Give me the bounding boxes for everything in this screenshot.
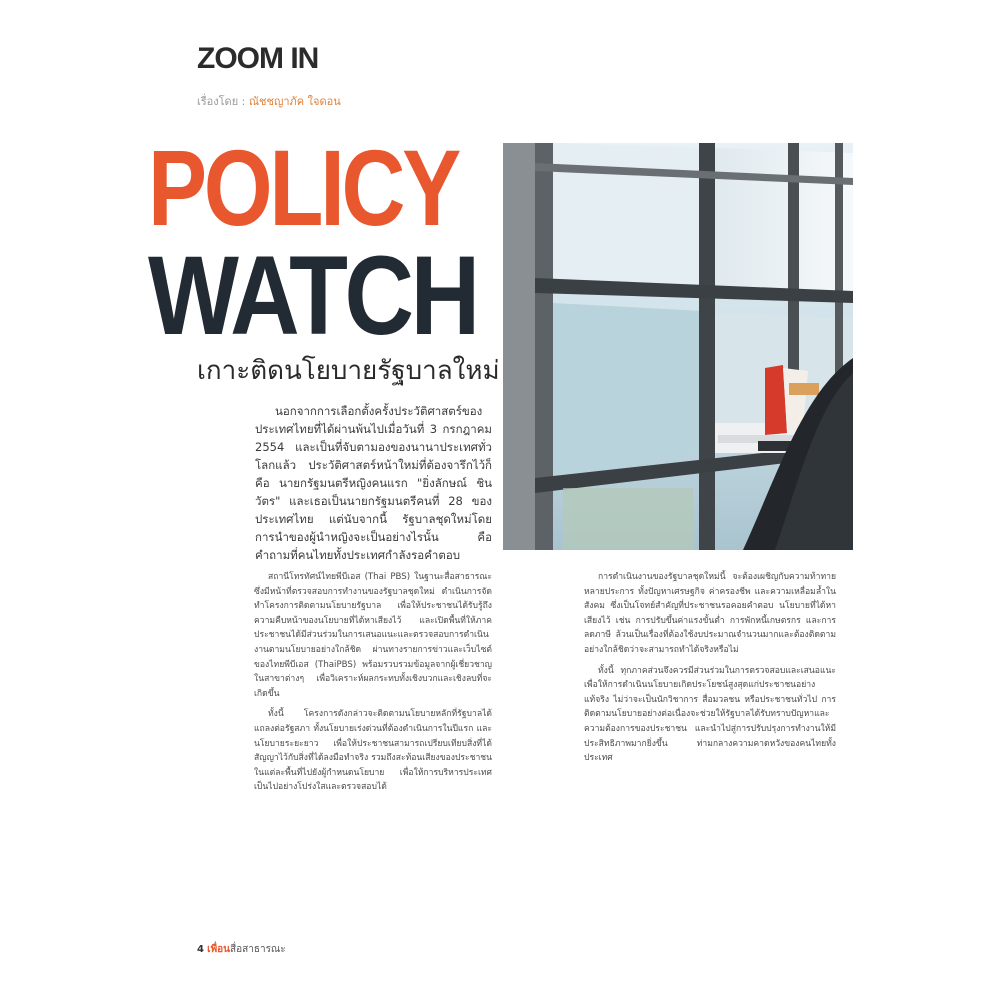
publication-name: เพื่อน [207, 944, 231, 955]
office-window-illustration [503, 143, 853, 550]
title-policy: POLICY [148, 127, 458, 248]
body-right-paragraph: การดำเนินงานของรัฐบาลชุดใหม่นี้ จะต้องเผชิญกับความท้าทายหลายประการ ทั้งปัญหาเศรษฐกิจ ค่าครองชีพ และความเหลื่อมล้ำในสังคม ซึ่งเป็นโจทย์สำคัญที่ประชาชนรอคอยคำตอบ นโยบายที่ได้หาเสียงไว้ เช่น การปรับขึ้นค่าแรงขั้นต่ำ การพักหนี้เกษตรกร และการลดภาษี ล้วนเป็นเรื่องที่ต้องใช้งบประมาณจำนวนมากและต้องติดตามอย่างใกล้ชิดว่าจะสามารถทำได้จริงหรือไม่ [584, 572, 836, 655]
body-column-left [254, 570, 492, 935]
byline-prefix: เรื่องโดย : [197, 95, 249, 108]
body-left-paragraph: สถานีโทรทัศน์ไทยพีบีเอส (Thai PBS) ในฐานะสื่อสาธารณะซึ่งมีหน้าที่ตรวจสอบการทำงานของรัฐบาลชุดใหม่ ดำเนินการจัดทำโครงการติดตามนโยบายรัฐบาล เพื่อให้ประชาชนได้รับรู้ถึงความคืบหน้าของนโยบายที่ได้หาเสียงไว้ และเปิดพื้นที่ให้ภาคประชาชนได้มีส่วนร่วมในการเสนอแนะและตรวจสอบการดำเนินงานตามนโยบายอย่างใกล้ชิด ผ่านทางรายการข่าวและเว็บไซต์ของไทยพีบีเอส (ThaiPBS) พร้อมรวบรวมข้อมูลจากผู้เชี่ยวชาญในสาขาต่างๆ เพื่อวิเคราะห์ผลกระทบทั้งเชิงบวกและเชิงลบที่จะเกิดขึ้น [254, 572, 492, 699]
body-right-paragraph: ทั้งนี้ ทุกภาคส่วนจึงควรมีส่วนร่วมในการตรวจสอบและเสนอแนะ เพื่อให้การดำเนินนโยบายเกิดประโยชน์สูงสุดแก่ประชาชนอย่างแท้จริง ไม่ว่าจะเป็นนักวิชาการ สื่อมวลชน หรือประชาชนทั่วไป การติดตามนโยบายอย่างต่อเนื่องจะช่วยให้รัฐบาลได้รับทราบปัญหาและความต้องการของประชาชน และนำไปสู่การปรับปรุงการทำงานให้มีประสิทธิภาพมากยิ่งขึ้น ท่ามกลางความคาดหวังของคนไทยทั้งประเทศ [584, 665, 836, 764]
office-window-photo [503, 143, 853, 550]
title-watch: WATCH [148, 233, 477, 358]
byline [197, 92, 341, 110]
page-number: 4 [197, 944, 204, 955]
section-tag: ZOOM IN [197, 42, 319, 75]
lead-paragraph: นอกจากการเลือกตั้งครั้งประวัติศาสตร์ของประเทศไทยที่ได้ผ่านพ้นไปเมื่อวันที่ 3 กรกฎาคม 2554 และเป็นที่จับตามองของนานาประเทศทั่วโลกแล้ว ประวัติศาสตร์หน้าใหม่ที่ต้องจารึกไว้ก็คือ นายกรัฐมนตรีหญิงคนแรก "ยิ่งลักษณ์ ชินวัตร" และเธอเป็นนายกรัฐมนตรีคนที่ 28 ของประเทศไทย แต่นับจากนี้ รัฐบาลชุดใหม่โดยการนำของผู้นำหญิงจะเป็นอย่างไรนั้น คือคำถามที่คนไทยทั้งประเทศกำลังรอคำตอบ [255, 404, 492, 562]
publication-name-rest: สื่อสาธารณะ [230, 944, 286, 955]
body-left-paragraph: ทั้งนี้ โครงการดังกล่าวจะติดตามนโยบายหลักที่รัฐบาลได้แถลงต่อรัฐสภา ทั้งนโยบายเร่งด่วนที่ต้องดำเนินการในปีแรก และนโยบายระยะยาว เพื่อให้ประชาชนสามารถเปรียบเทียบสิ่งที่ได้สัญญาไว้กับสิ่งที่ได้ลงมือทำจริง รวมถึงสะท้อนเสียงของประชาชนในแต่ละพื้นที่ไปยังผู้กำหนดนโยบาย เพื่อให้การบริหารประเทศเป็นไปอย่างโปร่งใสและตรวจสอบได้ [254, 709, 492, 793]
page-footer [197, 942, 286, 957]
byline-author: ณัชชญาภัค ใจดอน [248, 95, 341, 108]
subtitle: เกาะติดนโยบายรัฐบาลใหม่ [197, 356, 500, 386]
body-column-right [584, 570, 836, 935]
